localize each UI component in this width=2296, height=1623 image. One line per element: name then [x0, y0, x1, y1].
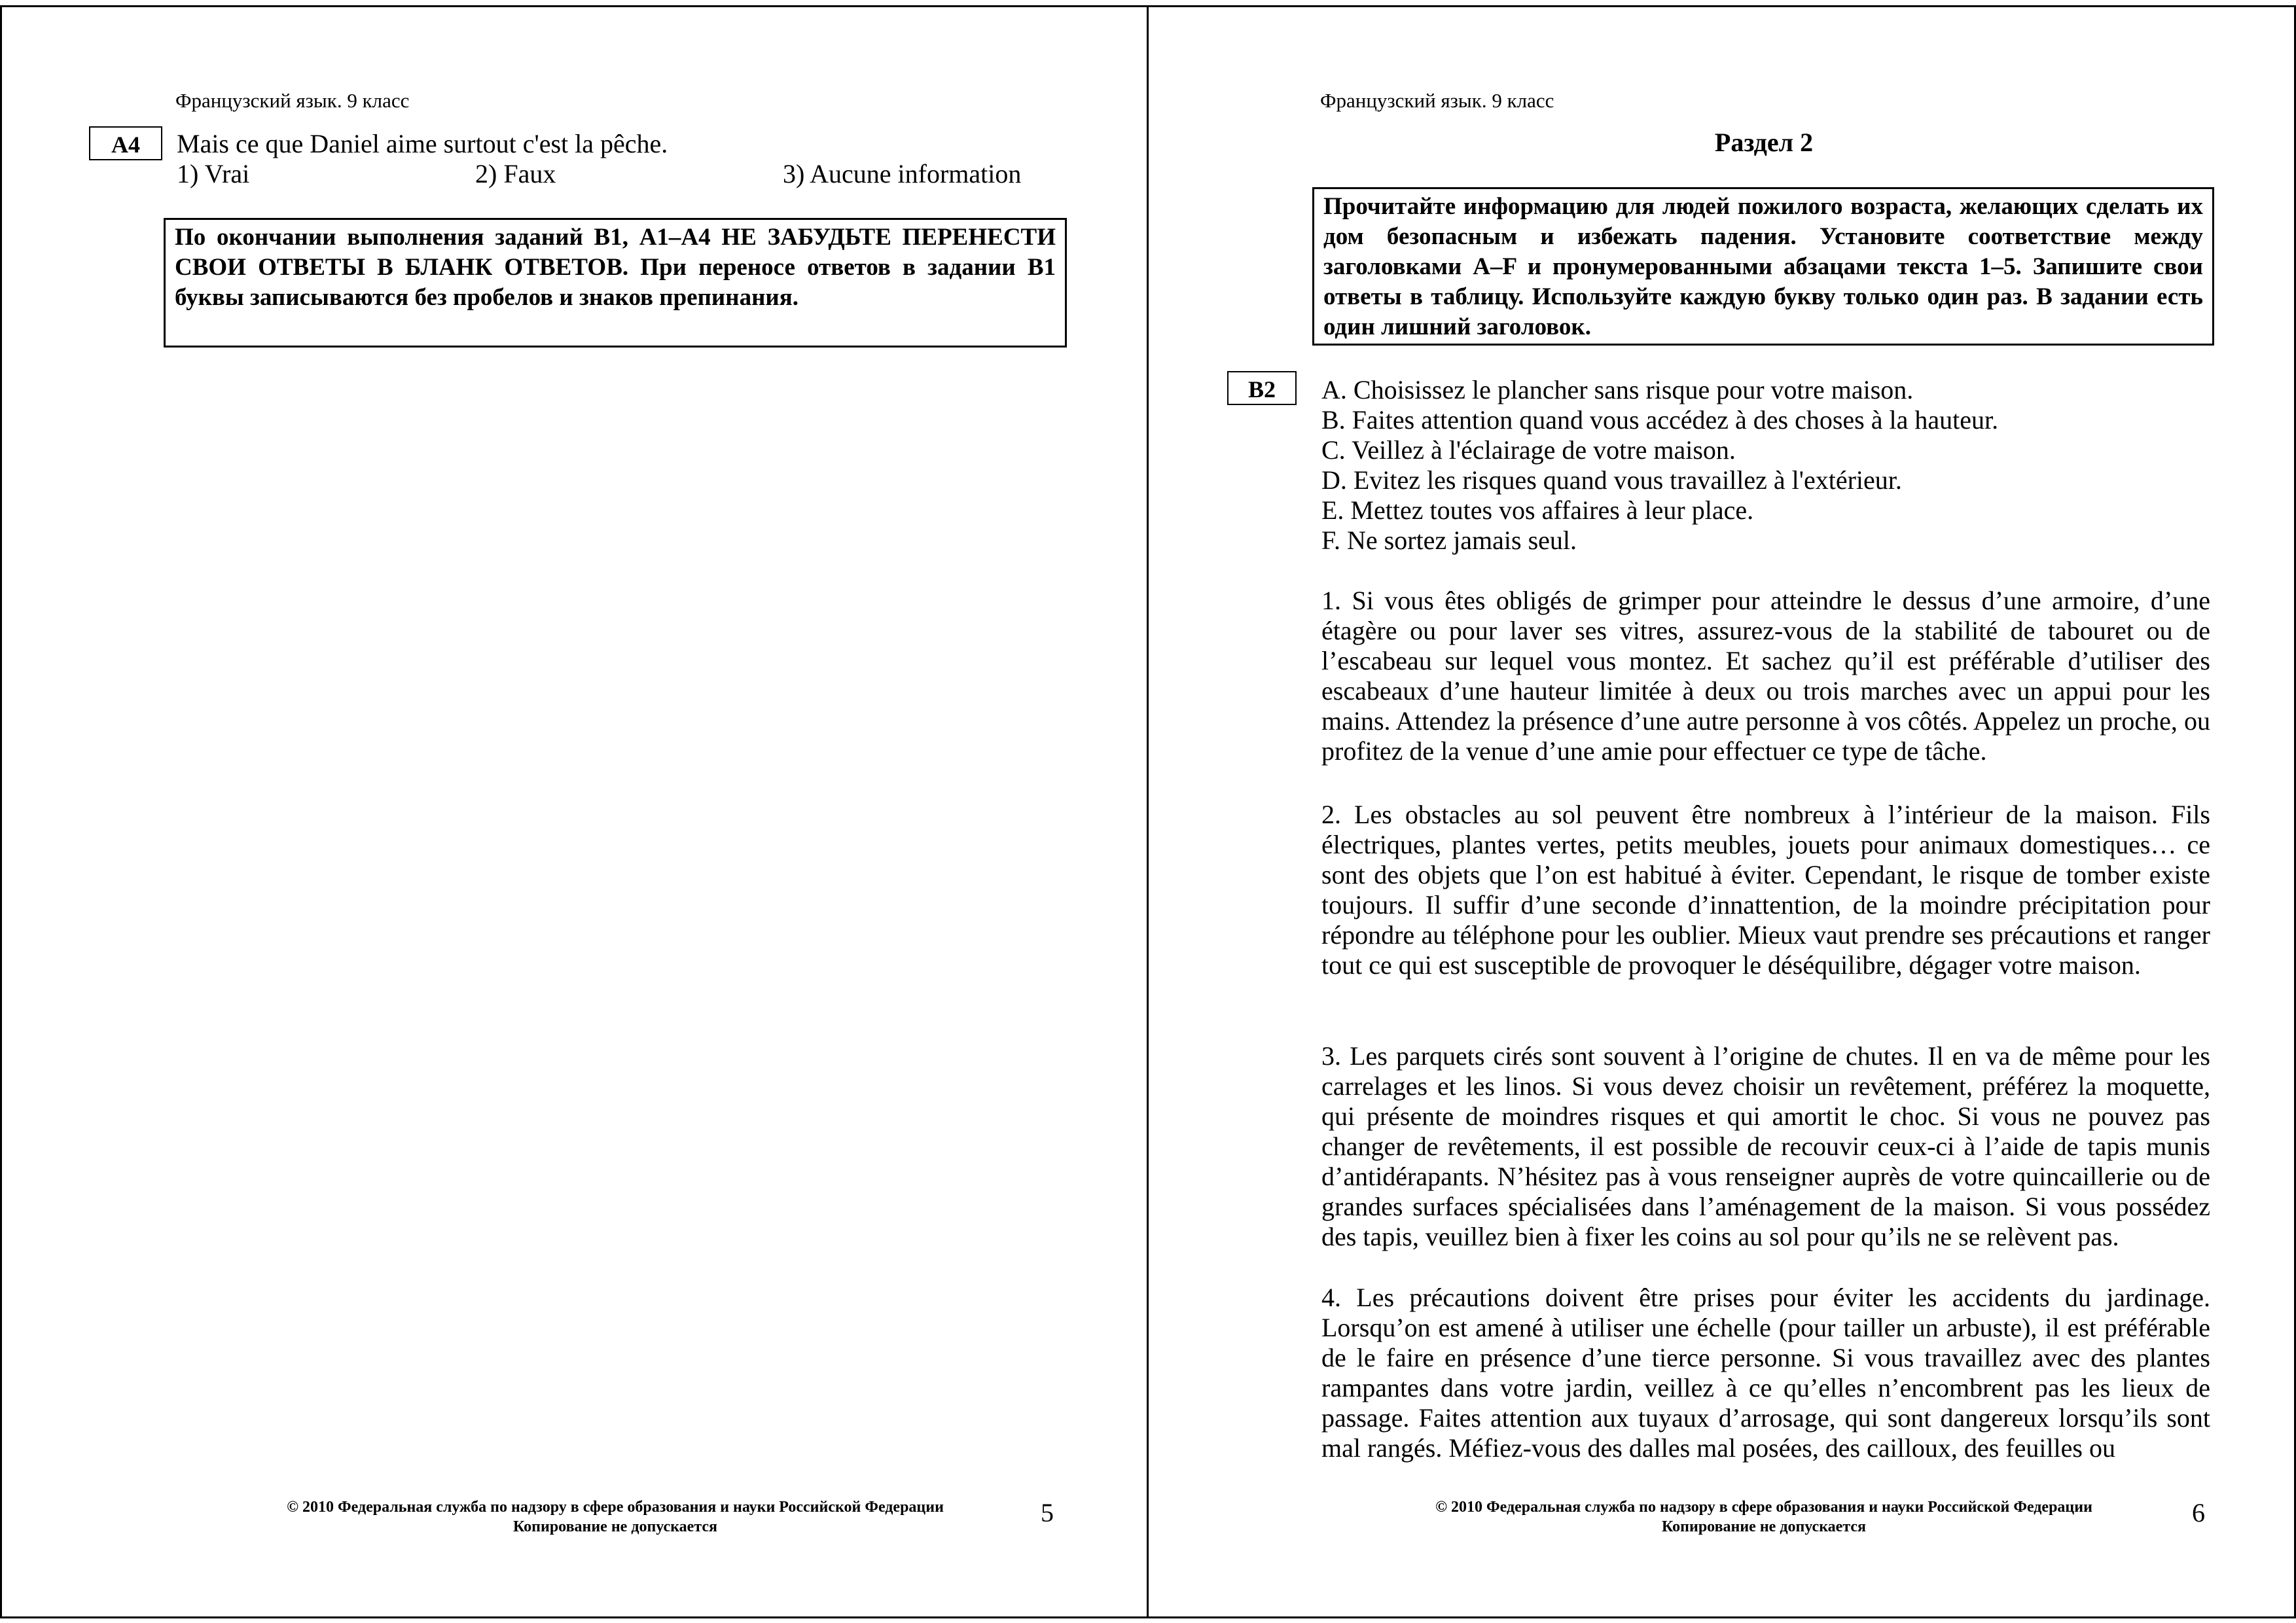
section-title: Раздел 2	[1714, 128, 1814, 157]
page-header: Французский язык. 9 класс	[175, 89, 410, 112]
heading-a: A. Choisissez le plancher sans risque pour votre maison.	[1321, 375, 1914, 404]
heading-c: C. Veillez à l'éclairage de votre maison.	[1321, 435, 1736, 465]
task-label-b2: В2	[1227, 371, 1297, 405]
option-2: 2) Faux	[475, 159, 556, 188]
paragraph-3: 3. Les parquets cirés sont souvent à l’origine de chutes. Il en va de même pour les carrelages et les linos. Si vous devez choisir un revêtement, préférez la moquette, qui présente de moindres risques et qui amortit le choc. Si vous ne pouvez pas changer de revêtements, il est possible de recouvir ceux-ci à l’aide de tapis munis d’antidérapants. N’hésitez pas à vous renseigner auprès de votre quincaillerie ou de grandes surfaces spécialisées dans l’aménagement de la maison. Si vous possédez des tapis, veuillez bien à fixer les coins au sol pour qu’ils ne se relèvent pas.	[1321, 1041, 2210, 1251]
footer-copyright	[190, 1497, 1041, 1537]
paragraph-2: 2. Les obstacles au sol peuvent être nombreux à l’intérieur de la maison. Fils électriques, plantes vertes, petits meubles, jouets pour animaux domestiques… ce sont des objets que l’on est habitué à éviter. Cependant, le risque de tomber existe toujours. Il suffir d’une seconde d’innattention, de la moindre précipitation pour répondre au téléphone pour les oublier. Mieux vaut prendre ses précautions et ranger tout ce qui est susceptible de provoquer le déséquilibre, dégager votre maison.	[1321, 800, 2210, 980]
heading-e: E. Mettez toutes vos affaires à leur place.	[1321, 495, 1754, 525]
left-page	[0, 0, 1147, 1623]
footer-line-2: Копирование не допускается	[512, 1518, 718, 1535]
task-label-a4: А4	[89, 126, 162, 160]
heading-b: B. Faites attention quand vous accédez à des choses à la hauteur.	[1321, 405, 1999, 435]
question-text: Mais ce que Daniel aime surtout c'est la pêche.	[177, 129, 668, 158]
notice-box: По окончании выполнения заданий В1, А1–А4 НЕ ЗАБУДЬТЕ ПЕРЕНЕСТИ СВОИ ОТВЕТЫ В БЛАНК ОТВЕТОВ. При переносе ответов в задании В1 буквы записываются без пробелов и знаков препинания.	[164, 218, 1067, 348]
paragraph-1: 1. Si vous êtes obligés de grimper pour atteindre le dessus d’une armoire, d’une étagère ou pour laver ses vitres, assurez-vous de la stabilité de tabouret ou de l’escabeau sur lequel vous montez. Et sachez qu’il est préférable d’utiliser des escabeaux d’une hauteur limitée à deux ou trois marches avec un appui pour les mains. Attendez la présence d’une autre personne à vos côtés. Appelez un proche, ou profitez de la venue d’une amie pour effectuer ce type de tâche.	[1321, 586, 2210, 766]
option-3: 3) Aucune information	[783, 159, 1022, 188]
heading-f: F. Ne sortez jamais seul.	[1321, 526, 1577, 555]
right-page	[1149, 0, 2296, 1623]
page-header: Французский язык. 9 класс	[1320, 89, 1554, 112]
footer-line-1: © 2010 Федеральная служба по надзору в сфере образования и науки Российской Федерации	[287, 1499, 944, 1516]
instructions-box: Прочитайте информацию для людей пожилого возраста, желающих сделать их дом безопасным и избежать падения. Установите соответствие между заголовками А–F и пронумерованными абзацами текста 1–5. Запишите свои ответы в таблицу. Используйте каждую букву только один раз. В задании есть один лишний заголовок.	[1312, 187, 2214, 346]
footer-line-1: © 2010 Федеральная служба по надзору в сфере образования и науки Российской Федерации	[1435, 1499, 2092, 1516]
footer-copyright	[1338, 1497, 2189, 1537]
footer-line-2: Копирование не допускается	[1661, 1518, 1867, 1535]
option-1: 1) Vrai	[177, 159, 250, 188]
page-number: 5	[1041, 1498, 1054, 1527]
page-number: 6	[2192, 1498, 2205, 1527]
heading-d: D. Evitez les risques quand vous travaillez à l'extérieur.	[1321, 465, 1902, 495]
paragraph-4: 4. Les précautions doivent être prises pour éviter les accidents du jardinage. Lorsqu’on est amené à utiliser une échelle (pour tailler un arbuste), il est préférable de le faire en présence d’une tierce personne. Si vous travaillez avec des plantes rampantes dans votre jardin, veillez à ce qu’elles n’encombrent pas les lieux de passage. Faites attention aux tuyaux d’arrosage, qui sont dangereux lorsqu’ils sont mal rangés. Méfiez-vous des dalles mal posées, des cailloux, des feuilles ou	[1321, 1283, 2210, 1463]
